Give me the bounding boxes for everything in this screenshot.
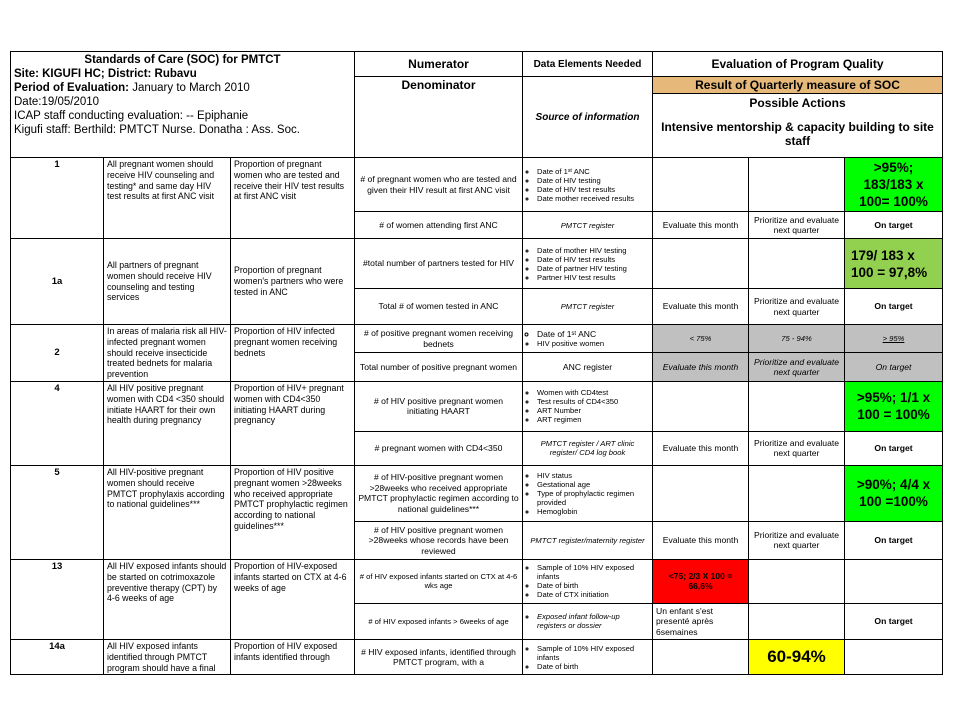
standard-text: All pregnant women should receive HIV counseling and testing* and same day HIV test results at first ANC visit xyxy=(104,158,231,239)
data-element: ◦ ART Number xyxy=(537,406,649,415)
denominator-text: # of women attending first ANC xyxy=(355,212,523,239)
result-cell: >90%; 4/4 x 100 =100% xyxy=(845,465,943,521)
target-status: On target xyxy=(845,353,943,382)
data-element: ◦ Gestational age xyxy=(537,480,649,489)
empty-cell xyxy=(653,158,749,212)
data-elements xyxy=(523,158,653,212)
evaluate-action: Evaluate this month xyxy=(653,521,749,559)
target-status: On target xyxy=(845,603,943,639)
numerator-text: # of positive pregnant women receiving bednets xyxy=(355,325,523,353)
evaluate-action: Evaluate this month xyxy=(653,212,749,239)
evaluate-action: Evaluate this month xyxy=(653,431,749,465)
numerator-text: # HIV exposed infants, identified through PMTCT program, with a xyxy=(355,639,523,674)
kigufi-staff-line: Kigufi staff: Berthild: PMTCT Nurse. Donatha : Ass. Soc. xyxy=(14,124,300,136)
data-element: ◦ HIV positive women xyxy=(537,339,649,348)
data-element: ◦ HIV status xyxy=(537,471,649,480)
target-status: On target xyxy=(845,521,943,559)
data-element: ◦ Hemoglobin xyxy=(537,507,649,516)
period-value: January to March 2010 xyxy=(129,82,250,94)
denominator-text: # pregnant women with CD4<350 xyxy=(355,431,523,465)
evaluate-action: Evaluate this month xyxy=(653,289,749,325)
site-line: Site: KIGUFI HC; District: Rubavu xyxy=(14,68,197,80)
evaluation-header: Evaluation of Program Quality xyxy=(653,52,943,77)
data-element: ◦ Date of mother HIV testing xyxy=(537,246,649,255)
numerator-text: # of pregnant women who are tested and given their HIV result at first ANC visit xyxy=(355,158,523,212)
numerator-text: # of HIV positive pregnant women initiating HAART xyxy=(355,381,523,431)
empty-cell xyxy=(749,465,845,521)
period-line xyxy=(14,81,351,95)
result-cell: 60-94% xyxy=(749,639,845,674)
indicator-text: Proportion of pregnant women who are tested and receive their HIV test results at first ANC visit xyxy=(231,158,355,239)
result-cell: >95%; 183/183 x 100= 100% xyxy=(845,158,943,212)
numerator-header: Numerator xyxy=(355,52,523,77)
denominator-text: Total number of positive pregnant women xyxy=(355,353,523,382)
data-element: ◦ Type of prophylactic regimen provided xyxy=(537,489,649,507)
soc-evaluation-table xyxy=(10,51,943,675)
data-elements-header: Data Elements Needed xyxy=(523,52,653,77)
denominator-text: Total # of women tested in ANC xyxy=(355,289,523,325)
standard-text: All partners of pregnant women should receive HIV counseling and testing services xyxy=(104,239,231,325)
standard-text: In areas of malaria risk all HIV-infected pregnant women should receive insecticide treated bednets for malaria prevention xyxy=(104,325,231,382)
prioritize-action: Prioritize and evaluate next quarter xyxy=(749,289,845,325)
source-text: ANC register xyxy=(523,353,653,382)
prioritize-action: Prioritize and evaluate next quarter xyxy=(749,212,845,239)
denominator-text: # of HIV positive pregnant women >28weeks whose records have been reviewed xyxy=(355,521,523,559)
source-text: PMTCT register xyxy=(523,212,653,239)
data-element: ◦ Date of HIV test results xyxy=(537,185,649,194)
data-element: ◦ Date of CTX initiation xyxy=(537,590,649,599)
empty-cell xyxy=(845,639,943,674)
result-cell: 179/ 183 x 100 = 97,8% xyxy=(845,239,943,289)
data-element: ◦ Date of 1ˢᵗ ANC xyxy=(537,329,649,339)
indicator-text: Proportion of HIV+ pregnant women with CD4<350 initiating HAART during pregnancy xyxy=(231,381,355,465)
target-status: On target xyxy=(845,431,943,465)
mentorship-header: Intensive mentorship & capacity building to site staff xyxy=(653,112,943,158)
data-element: ◦ Date of HIV testing xyxy=(537,176,649,185)
denominator-header: Denominator xyxy=(355,77,523,158)
data-element: ◦ Date of 1ˢᵗ ANC xyxy=(537,167,649,176)
target-status: On target xyxy=(845,289,943,325)
data-elements xyxy=(523,639,653,674)
evaluate-action: Evaluate this month xyxy=(653,353,749,382)
data-element: ◦ Partner HIV test results xyxy=(537,273,649,282)
data-element: ◦ Date mother received results xyxy=(537,194,649,203)
source-text: ◦ Exposed infant follow-up registers or dossier xyxy=(537,612,649,630)
source-text: PMTCT register / ART clinic register/ CD4 log book xyxy=(523,431,653,465)
numerator-text: # of HIV-positive pregnant women >28weeks who received appropriate PMTCT prophylactic regimen according to national guidelines*** xyxy=(355,465,523,521)
prioritize-action: Prioritize and evaluate next quarter xyxy=(749,431,845,465)
indicator-text: Proportion of HIV infected pregnant women receiving bednets xyxy=(231,325,355,382)
source-text: PMTCT register xyxy=(523,289,653,325)
data-element: ◦ Sample of 10% HIV exposed infants xyxy=(537,563,649,581)
source-cell xyxy=(523,603,653,639)
period-label: Period of Evaluation: xyxy=(14,82,130,94)
data-element: ◦ Date of partner HIV testing xyxy=(537,264,649,273)
date-line: Date:19/05/2010 xyxy=(14,96,100,108)
data-element: ◦ Sample of 10% HIV exposed infants xyxy=(537,644,649,662)
result-cell: <75; 2/3 X 100 = 66,6% xyxy=(653,559,749,603)
standard-text: All HIV-positive pregnant women should receive PMTCT prophylaxis according to national guidelines*** xyxy=(104,465,231,559)
prioritize-action: Prioritize and evaluate next quarter xyxy=(749,353,845,382)
row-id: 4 xyxy=(11,381,104,465)
data-element: ◦ Date of birth xyxy=(537,662,649,671)
row-id: 5 xyxy=(11,465,104,559)
data-element: ◦ ART regimen xyxy=(537,415,649,424)
threshold-low: < 75% xyxy=(653,325,749,353)
numerator-text: #total number of partners tested for HIV xyxy=(355,239,523,289)
empty-cell xyxy=(653,639,749,674)
result-cell: >95%; 1/1 x 100 = 100% xyxy=(845,381,943,431)
standard-text: All HIV exposed infants should be started on cotrimoxazole preventive therapy (CPT) by 4-6 weeks of age xyxy=(104,559,231,639)
data-elements xyxy=(523,465,653,521)
empty-cell xyxy=(653,381,749,431)
data-elements xyxy=(523,559,653,603)
sheet-title: Standards of Care (SOC) for PMTCT xyxy=(84,54,281,66)
data-element: ◦ Women with CD4test xyxy=(537,388,649,397)
empty-cell xyxy=(749,381,845,431)
row-id: 2 xyxy=(11,325,104,382)
data-element: ◦ Test results of CD4<350 xyxy=(537,397,649,406)
icap-staff-line: ICAP staff conducting evaluation: -- Epiphanie xyxy=(14,110,249,122)
indicator-text: Proportion of HIV exposed infants identified through xyxy=(231,639,355,674)
row-id: 1 xyxy=(11,158,104,239)
indicator-text: Proportion of HIV positive pregnant women >28weeks who received appropriate PMTCT prophylactic regimen according to national guidelines*** xyxy=(231,465,355,559)
indicator-text: Proportion of pregnant women's partners who were tested in ANC xyxy=(231,239,355,325)
empty-cell xyxy=(749,603,845,639)
data-element: ◦ Date of HIV test results xyxy=(537,255,649,264)
threshold-mid: 75 - 94% xyxy=(749,325,845,353)
source-text: PMTCT register/maternity register xyxy=(523,521,653,559)
empty-cell xyxy=(845,559,943,603)
row-id: 13 xyxy=(11,559,104,639)
row-id: 1a xyxy=(11,239,104,325)
data-elements xyxy=(523,325,653,353)
source-header: Source of information xyxy=(523,77,653,158)
empty-cell xyxy=(749,239,845,289)
evaluate-action: Un enfant s'est presenté après 6semaines xyxy=(653,603,749,639)
numerator-text: # of HIV exposed infants started on CTX at 4-6 wks age xyxy=(355,559,523,603)
target-status: On target xyxy=(845,212,943,239)
row-id: 14a xyxy=(11,639,104,674)
empty-cell xyxy=(749,559,845,603)
empty-cell xyxy=(653,465,749,521)
data-elements xyxy=(523,239,653,289)
data-element: ◦ Date of birth xyxy=(537,581,649,590)
standard-text: All HIV exposed infants identified through PMTCT program should have a final xyxy=(104,639,231,674)
result-header: Result of Quarterly measure of SOC xyxy=(653,77,943,94)
empty-cell xyxy=(749,158,845,212)
data-elements xyxy=(523,381,653,431)
indicator-text: Proportion of HIV-exposed infants started on CTX at 4-6 weeks of age xyxy=(231,559,355,639)
empty-cell xyxy=(653,239,749,289)
prioritize-action: Prioritize and evaluate next quarter xyxy=(749,521,845,559)
threshold-high: > 95% xyxy=(845,325,943,353)
standard-text: All HIV positive pregnant women with CD4 <350 should initiate HAART for their own health during pregnancy xyxy=(104,381,231,465)
evaluation-info-cell xyxy=(11,52,355,158)
denominator-text: # of HIV exposed infants > 6weeks of age xyxy=(355,603,523,639)
possible-actions-header: Possible Actions xyxy=(653,94,943,112)
